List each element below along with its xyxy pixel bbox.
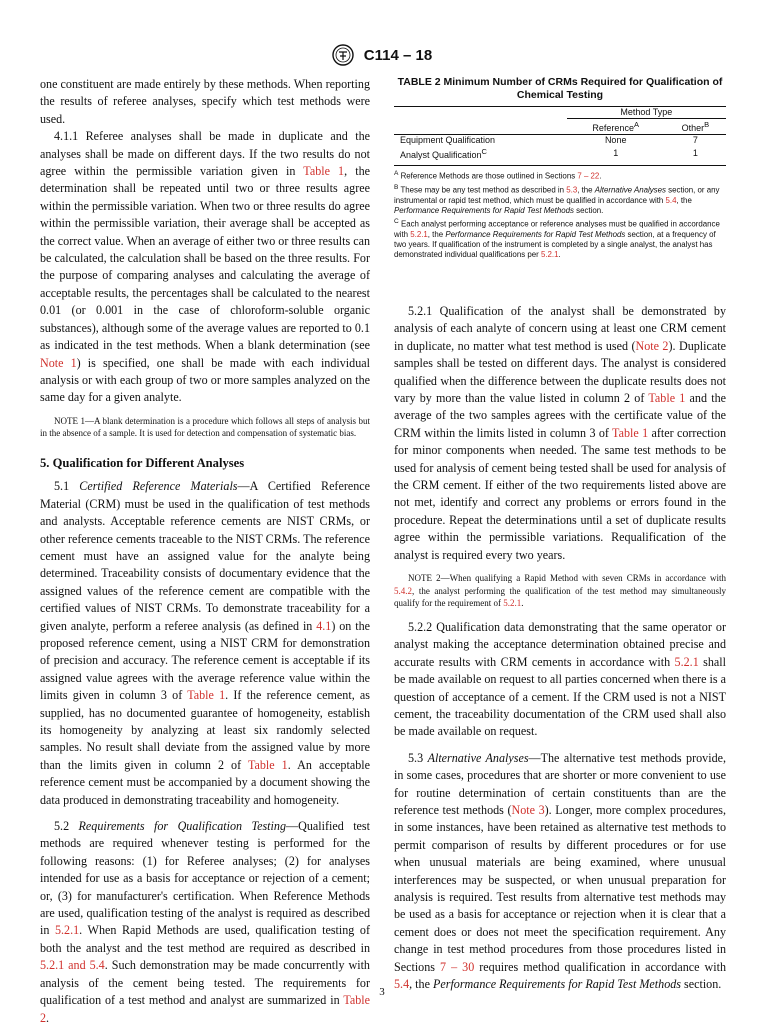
link-5-2-1[interactable]: 5.2.1 (540, 250, 559, 260)
paragraph-continued: one constituent are made entirely by these methods. When reporting the results of referee analyses, specify which test methods were used. (40, 77, 370, 126)
link-table-1[interactable]: Table 1 (303, 164, 345, 179)
link-5-2-1[interactable]: 5.2.1 (410, 229, 428, 239)
link-note-1[interactable]: Note 1 (40, 355, 77, 370)
table-2-footnotes (394, 165, 726, 261)
link-table-1[interactable]: Table 1 (612, 425, 649, 440)
page-header (0, 44, 764, 66)
link-note-2[interactable]: Note 2 (635, 338, 669, 353)
paragraph-4-1-1: 4.1.1 Referee analyses shall be made in duplicate and the analyses shall be made on different days. If the two results do not agree within the permissible variation given in Table 1, the determination shall be repeated until two or three results agree within the permissible variation. When two or three results do agree within the permissible variation, their average shall be accepted as the correct value. When an average of either two or three results can be calculated, the calculation shall be based on the three results. For the purpose of comparing analyses and calculating the average of acceptable results, the percentages shall be calculated to the nearest 0.01 (or 0.001 in the case of chloroform-soluble organic substances), although some of the average values are reported to 0.1 as indicated in the test methods. When a blank determination (see Note 1) is specified, one shall be made with each individual analysis or with each group of two or more samples analyzed on the same day for a given analyte. (40, 129, 370, 405)
paragraph-5-2: 5.2 Requirements for Qualification Testing—Qualified test methods are required whenever testing is performed for the following reasons: (1) for Referee analyses; (2) for analyses intended for use as a basis for acceptance or rejection of a cement; or, (3) for manufacturer's certification. When Reference Methods are used, qualification testing of the analyst is required as described in 5.2.1. When Rapid Methods are used, qualification testing of both the analyst and the test method are required as described in 5.2.1 and 5.4. Such demonstration may be made concurrently with analysis of the cement being tested. The requirements for qualification of a test method and analyst are summarized in Table 2. (40, 819, 370, 1025)
link-table-2[interactable]: Table 2 (40, 993, 370, 1025)
paragraph-5-2-1: 5.2.1 Qualification of the analyst shall be demonstrated by analysis of each analyte of concern using at least one CRM cement in duplicate, no matter what test method is used (Note 2). Duplicate samples shall be tested on different days. The analyst is considered qualified when the difference between the duplicate results does not vary by more than the value listed in column 2 of Table 1 and the average of the two samples agrees with the certificate value of the CRM within the limits listed in column 3 of Table 1 after correction for minor components when needed. The same test methods to be used for analysis of cement being tested shall be used for analysis of the CRM cement. If either of the two requirements listed above are not met, identify and correct any problems or errors found in the procedure. Repeat the determinations until a set of duplicate results agree within the permissible variations. Requalification of the analyst is required every two years. (394, 304, 727, 562)
left-column (40, 76, 370, 1027)
note-1: NOTE 1—A blank determination is a procedure which follows all steps of analysis but in the absence of a sample. It is used for detection and compensation of systematic bias. (40, 415, 370, 439)
link-4-1[interactable]: 4.1 (316, 618, 332, 633)
paragraph-5-3: 5.3 Alternative Analyses—The alternative test methods provide, in some cases, procedures that are shorter or more convenient to use for routine determination of certain constituents than are the reference test methods (Note 3). Longer, more complex procedures, in some instances, have been retained as alternative test methods to permit comparison of results by different procedures or for use when unusual materials are being examined, where unusual interferences may be suspected, or when unusual preparation for analysis is required. Test results from alternative test methods may be used as a basis for acceptance or rejection when it is clear that a cement does or does not meet the specification requirement. Any change in test method procedures from those procedures listed in Sections 7 – 30 requires method qualification in accordance with 5.4, the Performance Requirements for Rapid Test Methods section. (394, 750, 727, 991)
paragraph-5-2-2: 5.2.2 Qualification data demonstrating that the same operator or analyst making the acceptance determination obtained precise and accurate results with CRM cements in accordance with 5.2.1 shall be made available on request to all parties concerned when there is a question of acceptance of a cement. If the CRM used is not a NIST cement, the traceability documentation of the CRM used shall also be made available on request. (394, 619, 727, 739)
standard-designation: C114 – 18 (363, 46, 433, 64)
link-5-2-1[interactable]: 5.2.1 (674, 654, 699, 669)
note-2: NOTE 2—When qualifying a Rapid Method with seven CRMs in accordance with 5.4.2, the analyst performing the qualification of the test method may simultaneously qualify for the requirement of 5.2.1. (394, 573, 726, 609)
footnote-b: $^B$ These may be any test method as described in 5.3, the Alternative Analyses section, or any instrumental or rapid test method, which must be qualified in accordance with 5.4, the Performance Requirements for Rapid Test Methods section. (394, 183, 720, 215)
link-table-1[interactable]: Table 1 (187, 688, 226, 703)
link-note-3[interactable]: Note 3 (511, 802, 545, 817)
link-sections-7-22[interactable]: 7 – 22 (577, 171, 600, 181)
footnote-a: $^A$ Reference Methods are those outlined in Sections 7 – 22. (394, 170, 602, 181)
link-table-1[interactable]: Table 1 (648, 391, 686, 406)
link-5-2-1[interactable]: 5.2.1 (503, 598, 522, 609)
right-column (394, 303, 726, 993)
link-5-4[interactable]: 5.4 (394, 977, 410, 991)
link-5-2-1-and-5-4[interactable]: 5.2.1 and 5.4 (40, 958, 105, 973)
table-2 (394, 76, 726, 262)
link-5-4-2[interactable]: 5.4.2 (394, 585, 412, 596)
col-header-reference: Reference$^A$ (592, 120, 639, 133)
section-heading-5: 5. Qualification for Different Analyses (40, 455, 245, 470)
link-5-3[interactable]: 5.3 (566, 185, 578, 195)
table-row: Analyst Qualification$^C$ 1 1 (400, 147, 698, 160)
paragraph-5-1: 5.1 Certified Reference Materials—A Certified Reference Material (CRM) must be used in the qualification of test methods and analysts. Acceptable reference cements are NIST CRMs, or other reference cements traceable to the NIST CRMs. The reference cement must have an assigned value for the analyte being determined. Traceability consists of documentary evidence that the assigned values of the reference cement are compatible with the certified values of NIST CRMs. To demonstrate traceability for a given analyte, perform a referee analysis (as defined in 4.1) on the proposed reference cement, using a NIST CRM for demonstration of precision and accuracy. The reference cement is acceptable if its assigned value agrees with the average reference value within the limits given in column 3 of Table 1. If the reference cement, as supplied, has no documented guarantee of homogeneity, establish its homogeneity by analyzing at least six randomly selected samples. No result shall deviate from the assigned value by more than the limits given in column 2 of Table 1. An acceptable reference cement must be accompanied by a document showing the data produced in demonstrating traceability and homogeneity. (40, 479, 371, 807)
link-5-2-1[interactable]: 5.2.1 (54, 923, 80, 938)
group-header: Method Type (567, 107, 726, 119)
footnote-c: $^C$ Each analyst performing acceptance or reference analyses must be qualified in accordance with 5.2.1, the Performance Requirements for Rapid Test Methods section, at a frequency of two years. If qualification of the instrument is completed by a single analyst, the analyst has demonstrated individual qualifications per 5.2.1. (394, 218, 720, 260)
table-row: Equipment Qualification None 7 (400, 135, 698, 145)
link-5-4[interactable]: 5.4 (665, 195, 677, 205)
astm-logo-icon (332, 44, 354, 66)
table-2-grid (394, 106, 726, 161)
table-2-title: TABLE 2 Minimum Number of CRMs Required for Qualification of Chemical Testing (397, 76, 723, 101)
link-table-1[interactable]: Table 1 (247, 757, 288, 772)
page-number: 3 (379, 986, 385, 998)
link-sections-7-30[interactable]: 7 – 30 (440, 959, 475, 974)
col-header-other: Other$^B$ (681, 120, 710, 133)
